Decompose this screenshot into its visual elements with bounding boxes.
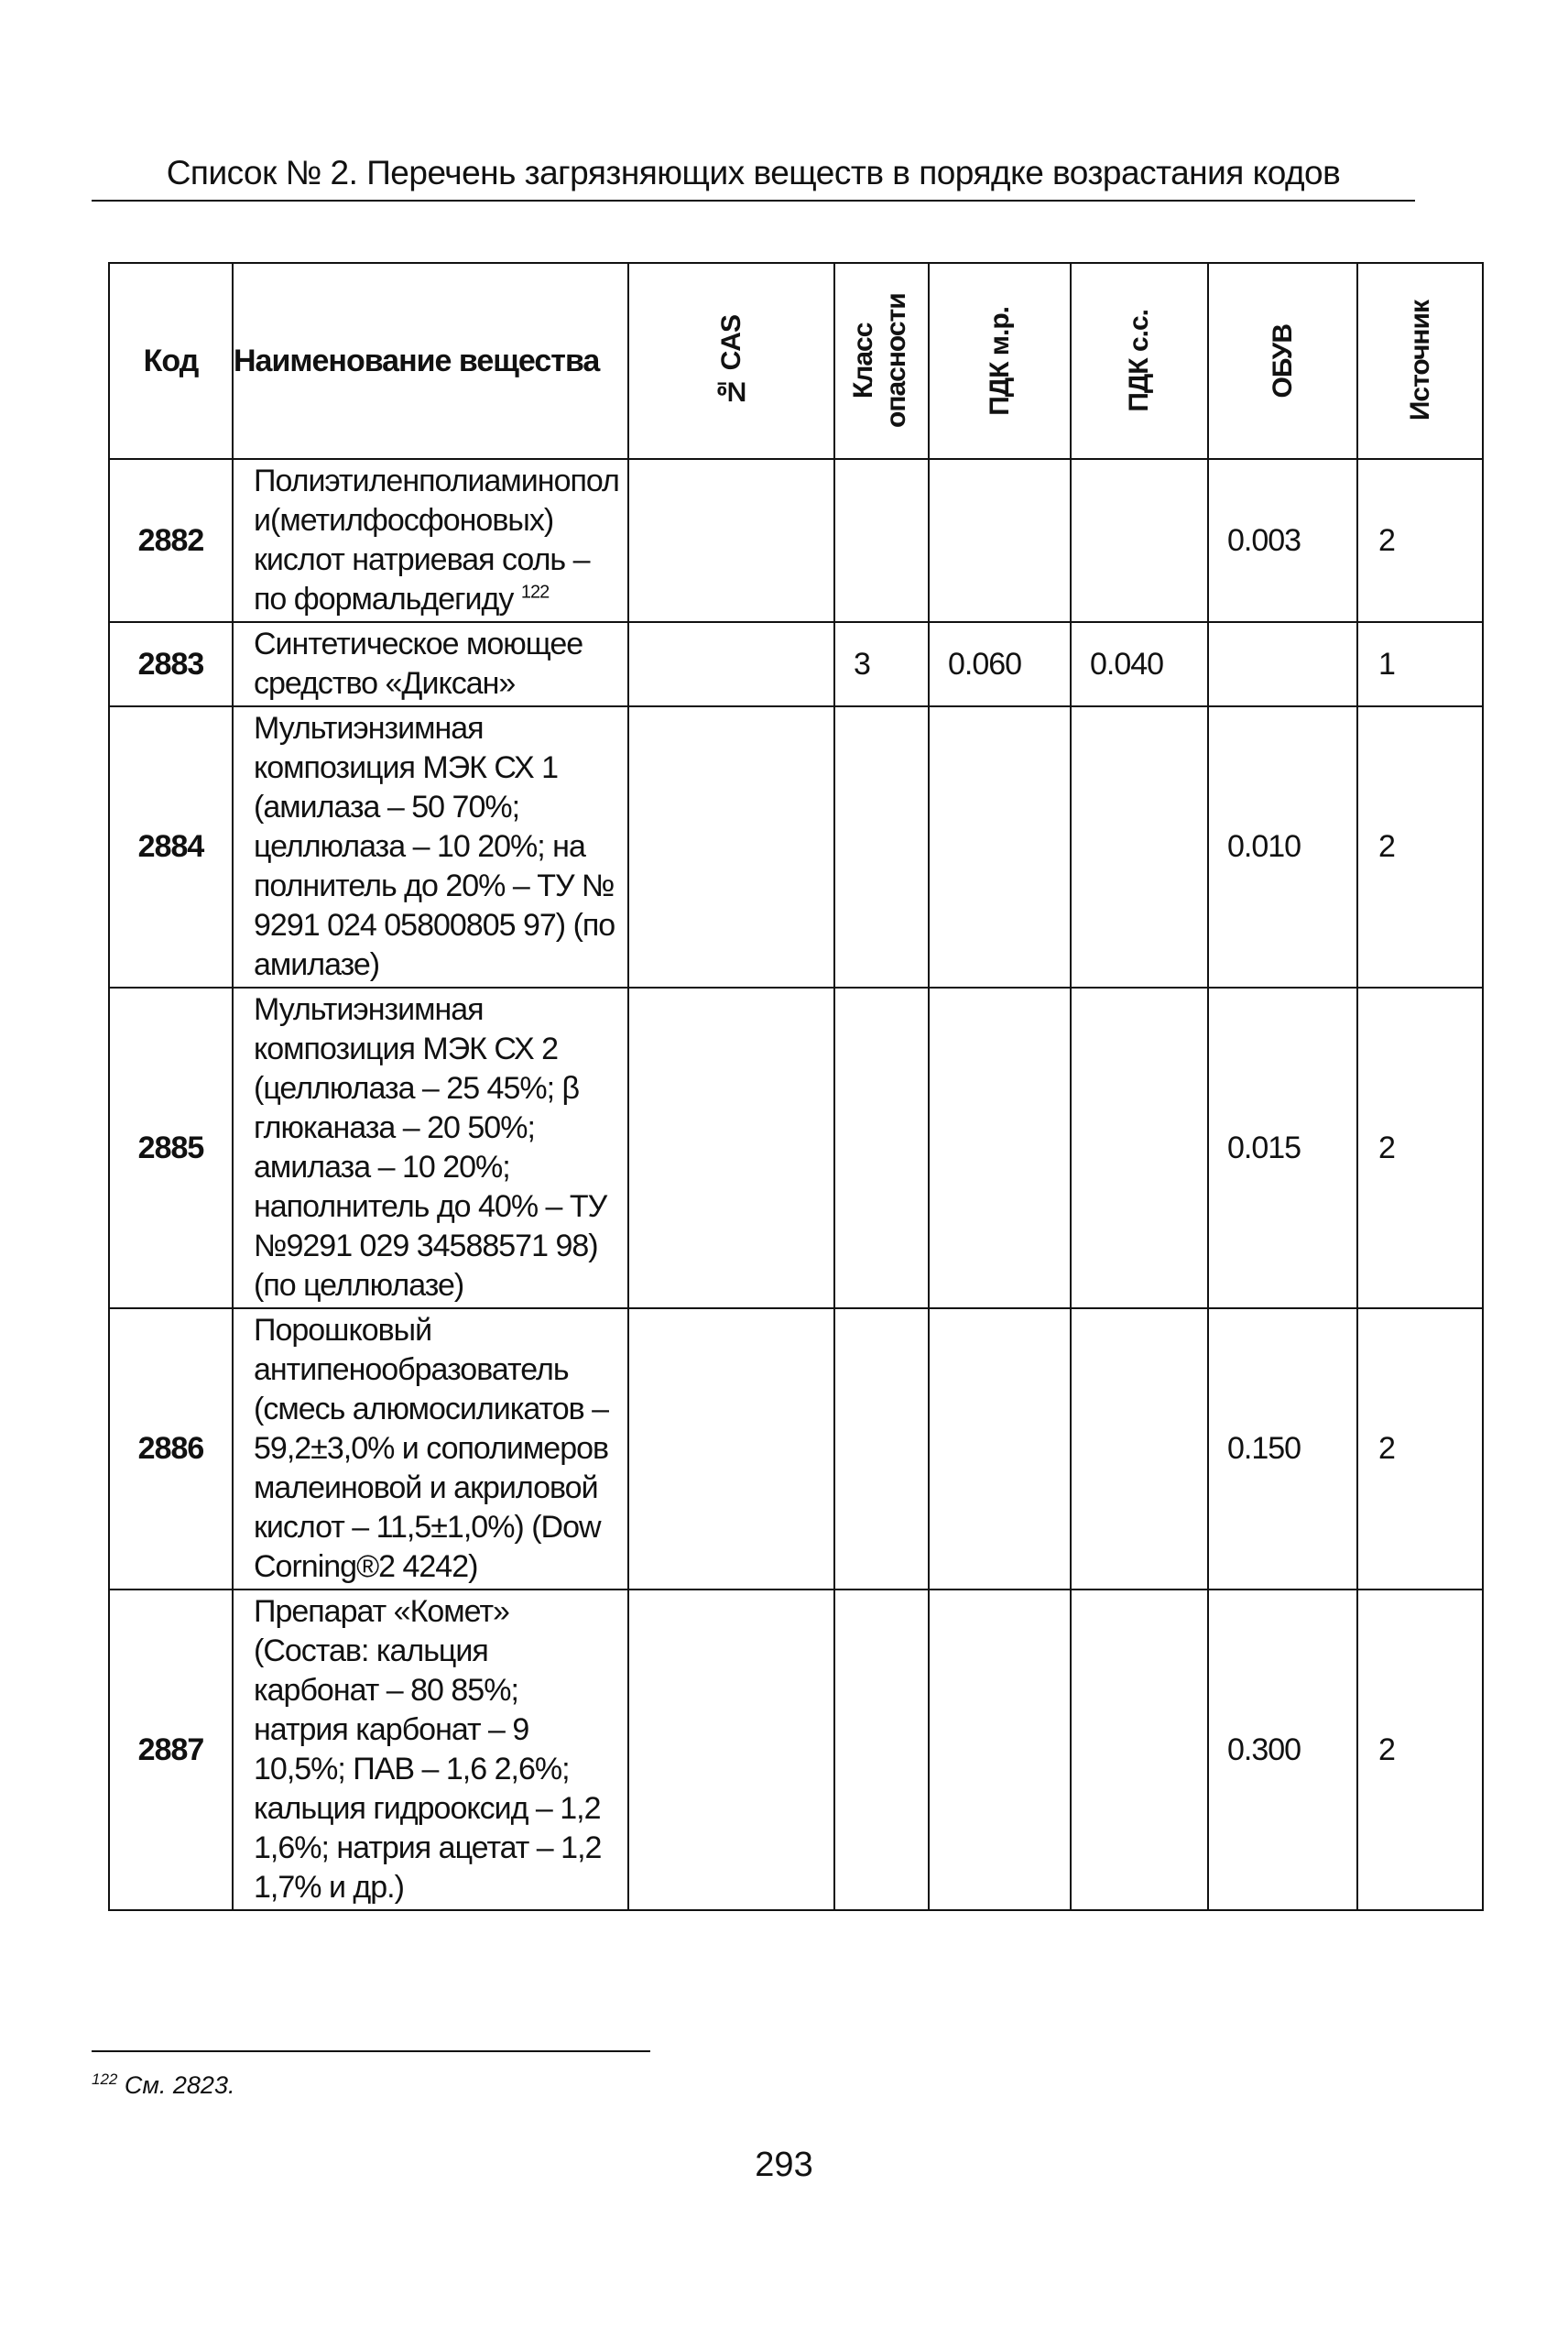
footnote-divider <box>92 2050 650 2052</box>
cell-cas <box>628 459 834 622</box>
cell-pdk-ss <box>1071 459 1208 622</box>
table-row <box>109 988 1483 1308</box>
column-header-obuv: ОБУВ <box>1208 263 1357 459</box>
cell-source: 2 <box>1357 988 1483 1308</box>
cell-pdk-mr <box>929 1308 1071 1590</box>
cell-pdk-ss: 0.040 <box>1071 622 1208 706</box>
cell-cas <box>628 1308 834 1590</box>
cell-hazard-class: 3 <box>834 622 929 706</box>
cell-hazard-class <box>834 706 929 988</box>
cell-cas <box>628 706 834 988</box>
column-header-pdk-mr: ПДК м.р. <box>929 263 1071 459</box>
column-header-code: Код <box>109 263 233 459</box>
cell-pdk-mr <box>929 459 1071 622</box>
cell-name: Синтетическое моющее средство «Диксан» <box>233 622 628 706</box>
cell-source: 2 <box>1357 1308 1483 1590</box>
cell-obuv: 0.010 <box>1208 706 1357 988</box>
cell-pdk-mr <box>929 706 1071 988</box>
page-header <box>92 147 1415 202</box>
table-header-row <box>109 263 1483 459</box>
cell-pdk-ss <box>1071 706 1208 988</box>
cell-pdk-mr <box>929 988 1071 1308</box>
footnote <box>92 2070 234 2100</box>
cell-code: 2883 <box>109 622 233 706</box>
pollutants-table <box>108 262 1484 1911</box>
cell-source: 2 <box>1357 706 1483 988</box>
table-row <box>109 459 1483 622</box>
cell-code: 2884 <box>109 706 233 988</box>
footnote-ref: 122 <box>520 582 550 603</box>
cell-hazard-class <box>834 1308 929 1590</box>
footnote-text: См. 2823. <box>124 2071 235 2099</box>
cell-pdk-ss <box>1071 1308 1208 1590</box>
cell-name: Полиэтиленполиаминопол и(метилфосфоновых) кислот натриевая соль – по формальдегиду $^{122}$ <box>233 459 628 622</box>
cell-code: 2887 <box>109 1590 233 1910</box>
cell-obuv: 0.003 <box>1208 459 1357 622</box>
table-row <box>109 706 1483 988</box>
page-number: 293 <box>755 2146 813 2184</box>
cell-obuv <box>1208 622 1357 706</box>
cell-cas <box>628 988 834 1308</box>
column-header-name: Наименование вещества <box>233 263 628 459</box>
cell-pdk-ss <box>1071 1590 1208 1910</box>
cell-code: 2886 <box>109 1308 233 1590</box>
cell-source: 1 <box>1357 622 1483 706</box>
cell-pdk-mr: 0.060 <box>929 622 1071 706</box>
cell-name: Препарат «Комет» (Состав: кальция карбонат – 80 85%; натрия карбонат – 9 10,5%; ПАВ – 1,6 2,6%; кальция гидрооксид – 1,2 1,6%; натрия ацетат – 1,2 1,7% и др.) <box>233 1590 628 1910</box>
column-header-source: Источник <box>1357 263 1483 459</box>
cell-source: 2 <box>1357 459 1483 622</box>
cell-source: 2 <box>1357 1590 1483 1910</box>
cell-cas <box>628 622 834 706</box>
cell-cas <box>628 1590 834 1910</box>
table-row <box>109 1308 1483 1590</box>
cell-obuv: 0.150 <box>1208 1308 1357 1590</box>
page-header-title: Список № 2. Перечень загрязняющих веществ в порядке возрастания кодов <box>166 154 1341 191</box>
cell-pdk-ss <box>1071 988 1208 1308</box>
cell-code: 2882 <box>109 459 233 622</box>
column-header-hazard-class: Класс опасности <box>834 263 929 459</box>
column-header-pdk-ss: ПДК с.с. <box>1071 263 1208 459</box>
table-row <box>109 1590 1483 1910</box>
cell-hazard-class <box>834 1590 929 1910</box>
cell-name: Мультиэнзимная композиция МЭК СХ 2 (целлюлаза – 25 45%; β глюканаза – 20 50%; амилаза – 10 20%; наполнитель до 40% – ТУ №9291 029 34588571 98) (по целлюлазе) <box>233 988 628 1308</box>
cell-hazard-class <box>834 988 929 1308</box>
cell-name: Мультиэнзимная композиция МЭК СХ 1 (амилаза – 50 70%; целлюлаза – 10 20%; на полнитель до 20% – ТУ № 9291 024 05800805 97) (по амилазе) <box>233 706 628 988</box>
cell-hazard-class <box>834 459 929 622</box>
cell-name: Порошковый антипенообразователь (смесь алюмосиликатов – 59,2±3,0% и сополимеров малеиновой и акриловой кислот – 11,5±1,0%) (Dow Corning®2 4242) <box>233 1308 628 1590</box>
cell-obuv: 0.300 <box>1208 1590 1357 1910</box>
table-row <box>109 622 1483 706</box>
cell-pdk-mr <box>929 1590 1071 1910</box>
cell-obuv: 0.015 <box>1208 988 1357 1308</box>
column-header-cas: № CAS <box>628 263 834 459</box>
cell-code: 2885 <box>109 988 233 1308</box>
footnote-number: 122 <box>92 2070 118 2088</box>
